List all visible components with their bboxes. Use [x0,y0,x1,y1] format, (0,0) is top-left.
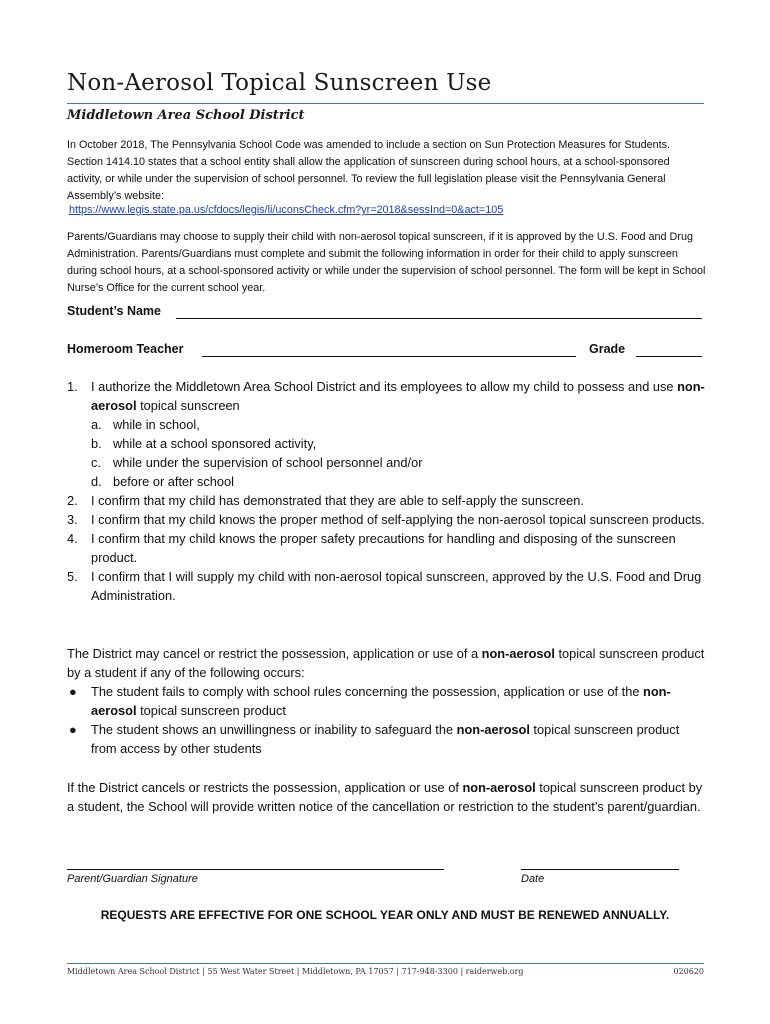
footer-address: Middletown Area School District | 55 West Water Street | Middletown, PA 17057 | 717-948-3300 | raiderweb.org [67,967,524,976]
parent-paragraph: Parents/Guardians may choose to supply their child with non-aerosol topical sunscreen, if it is approved by the U.S. Food and Drug Administration. Parents/Guardians must complete and submit the following information in order for their child to apply sunscreen during school hours, at a school-sponsored activity or while under the supervision of school personnel. The form will be kept in School Nurse’s Office for the current school year. [67,231,706,294]
renewal-notice: REQUESTS ARE EFFECTIVE FOR ONE SCHOOL YEAR ONLY AND MUST BE RENEWED ANNUALLY. [100,908,670,922]
bullet-item [67,682,707,720]
sub-item-letter: a. [91,417,102,432]
sub-list-item [91,472,707,491]
page-title: Non-Aerosol Topical Sunscreen Use [67,70,492,96]
item-number: 2. [67,493,78,508]
written-notice-paragraph [67,778,707,816]
footer-form-code: 020620 [673,967,704,976]
notice-bold-text: non-aerosol [462,780,536,795]
sub-item-text: before or after school [113,474,234,489]
item-text: I confirm that my child knows the proper method of self-applying the non-aerosol topical sunscreen products. [91,512,705,527]
bullet-icon: ● [69,684,77,699]
student-name-field[interactable] [176,318,702,319]
date-label: Date [521,873,545,885]
homeroom-teacher-label: Homeroom Teacher [67,342,184,356]
sub-item-letter: b. [91,436,102,451]
bullet-bold-text: non-aerosol [91,684,671,718]
bullet-text: The student fails to comply with school rules concerning the possession, application or use of the [91,684,643,699]
student-name-label: Student’s Name [67,304,162,318]
sub-item-letter: d. [91,474,102,489]
item-text: topical sunscreen [136,398,240,413]
list-item [67,567,707,605]
homeroom-teacher-field[interactable] [202,356,576,357]
list-item [67,377,707,491]
list-item [67,510,707,529]
item-text: I confirm that my child knows the proper safety precautions for handling and disposing of the sunscreen product. [91,531,676,565]
grade-field[interactable] [636,356,702,357]
authorization-list [67,377,707,605]
sub-list [91,415,707,491]
item-number: 5. [67,569,78,584]
bullet-text: topical sunscreen product [136,703,286,718]
list-item [67,529,707,567]
date-field[interactable] [521,869,679,870]
bullet-text: topical sunscreen product from access by other students [91,722,680,756]
sub-list-item [91,453,707,472]
item-number: 1. [67,379,78,394]
title-divider [67,103,704,104]
item-number: 3. [67,512,78,527]
notice-text: If the District cancels or restricts the possession, application or use of [67,780,463,795]
grade-label: Grade [589,342,626,356]
item-number: 4. [67,531,78,546]
cancellation-conditions [67,682,707,758]
legislation-link[interactable]: https://www.legis.state.pa.us/cfdocs/legis/li/uconsCheck.cfm?yr=2018&sessInd=0&act=105 [69,204,504,216]
item-text: I confirm that I will supply my child with non-aerosol topical sunscreen, approved by the U.S. Food and Drug Administration. [91,569,702,603]
sub-list-item [91,434,707,453]
parent-signature-field[interactable] [67,869,444,870]
cancellation-text: topical sunscreen product by a student if any of the following occurs: [67,646,705,680]
sub-item-text: while in school, [113,417,200,432]
bullet-icon: ● [69,722,77,737]
item-text: I confirm that my child has demonstrated that they are able to self-apply the sunscreen. [91,493,584,508]
bullet-text: The student shows an unwillingness or inability to safeguard the [91,722,457,737]
item-text: I authorize the Middletown Area School District and its employees to allow my child to possess and use [91,379,678,394]
sub-item-text: while at a school sponsored activity, [113,436,317,451]
footer-divider [67,963,704,964]
list-item [67,491,707,510]
intro-paragraph: In October 2018, The Pennsylvania School Code was amended to include a section on Sun Protection Measures for Students. Section 1414.10 states that a school entity shall allow the application of sunscreen during school hours, at a school-sponsored activity, or while under the supervision of school personnel. To review the full legislation please visit the Pennsylvania General Assembly’s website: [67,139,670,202]
cancellation-text: The District may cancel or restrict the possession, application or use of a [67,646,482,661]
district-subtitle: Middletown Area School District [67,108,305,123]
sub-item-letter: c. [91,455,101,470]
cancellation-paragraph [67,644,707,682]
parent-signature-label: Parent/Guardian Signature [67,873,198,885]
bullet-item [67,720,707,758]
item-bold-text: non-aerosol [91,379,705,413]
sub-item-text: while under the supervision of school personnel and/or [113,455,423,470]
notice-text: topical sunscreen product by a student, the School will provide written notice of the cancellation or restriction to the student’s parent/guardian. [67,780,703,814]
bullet-bold-text: non-aerosol [456,722,530,737]
sub-list-item [91,415,707,434]
cancellation-bold-text: non-aerosol [481,646,555,661]
